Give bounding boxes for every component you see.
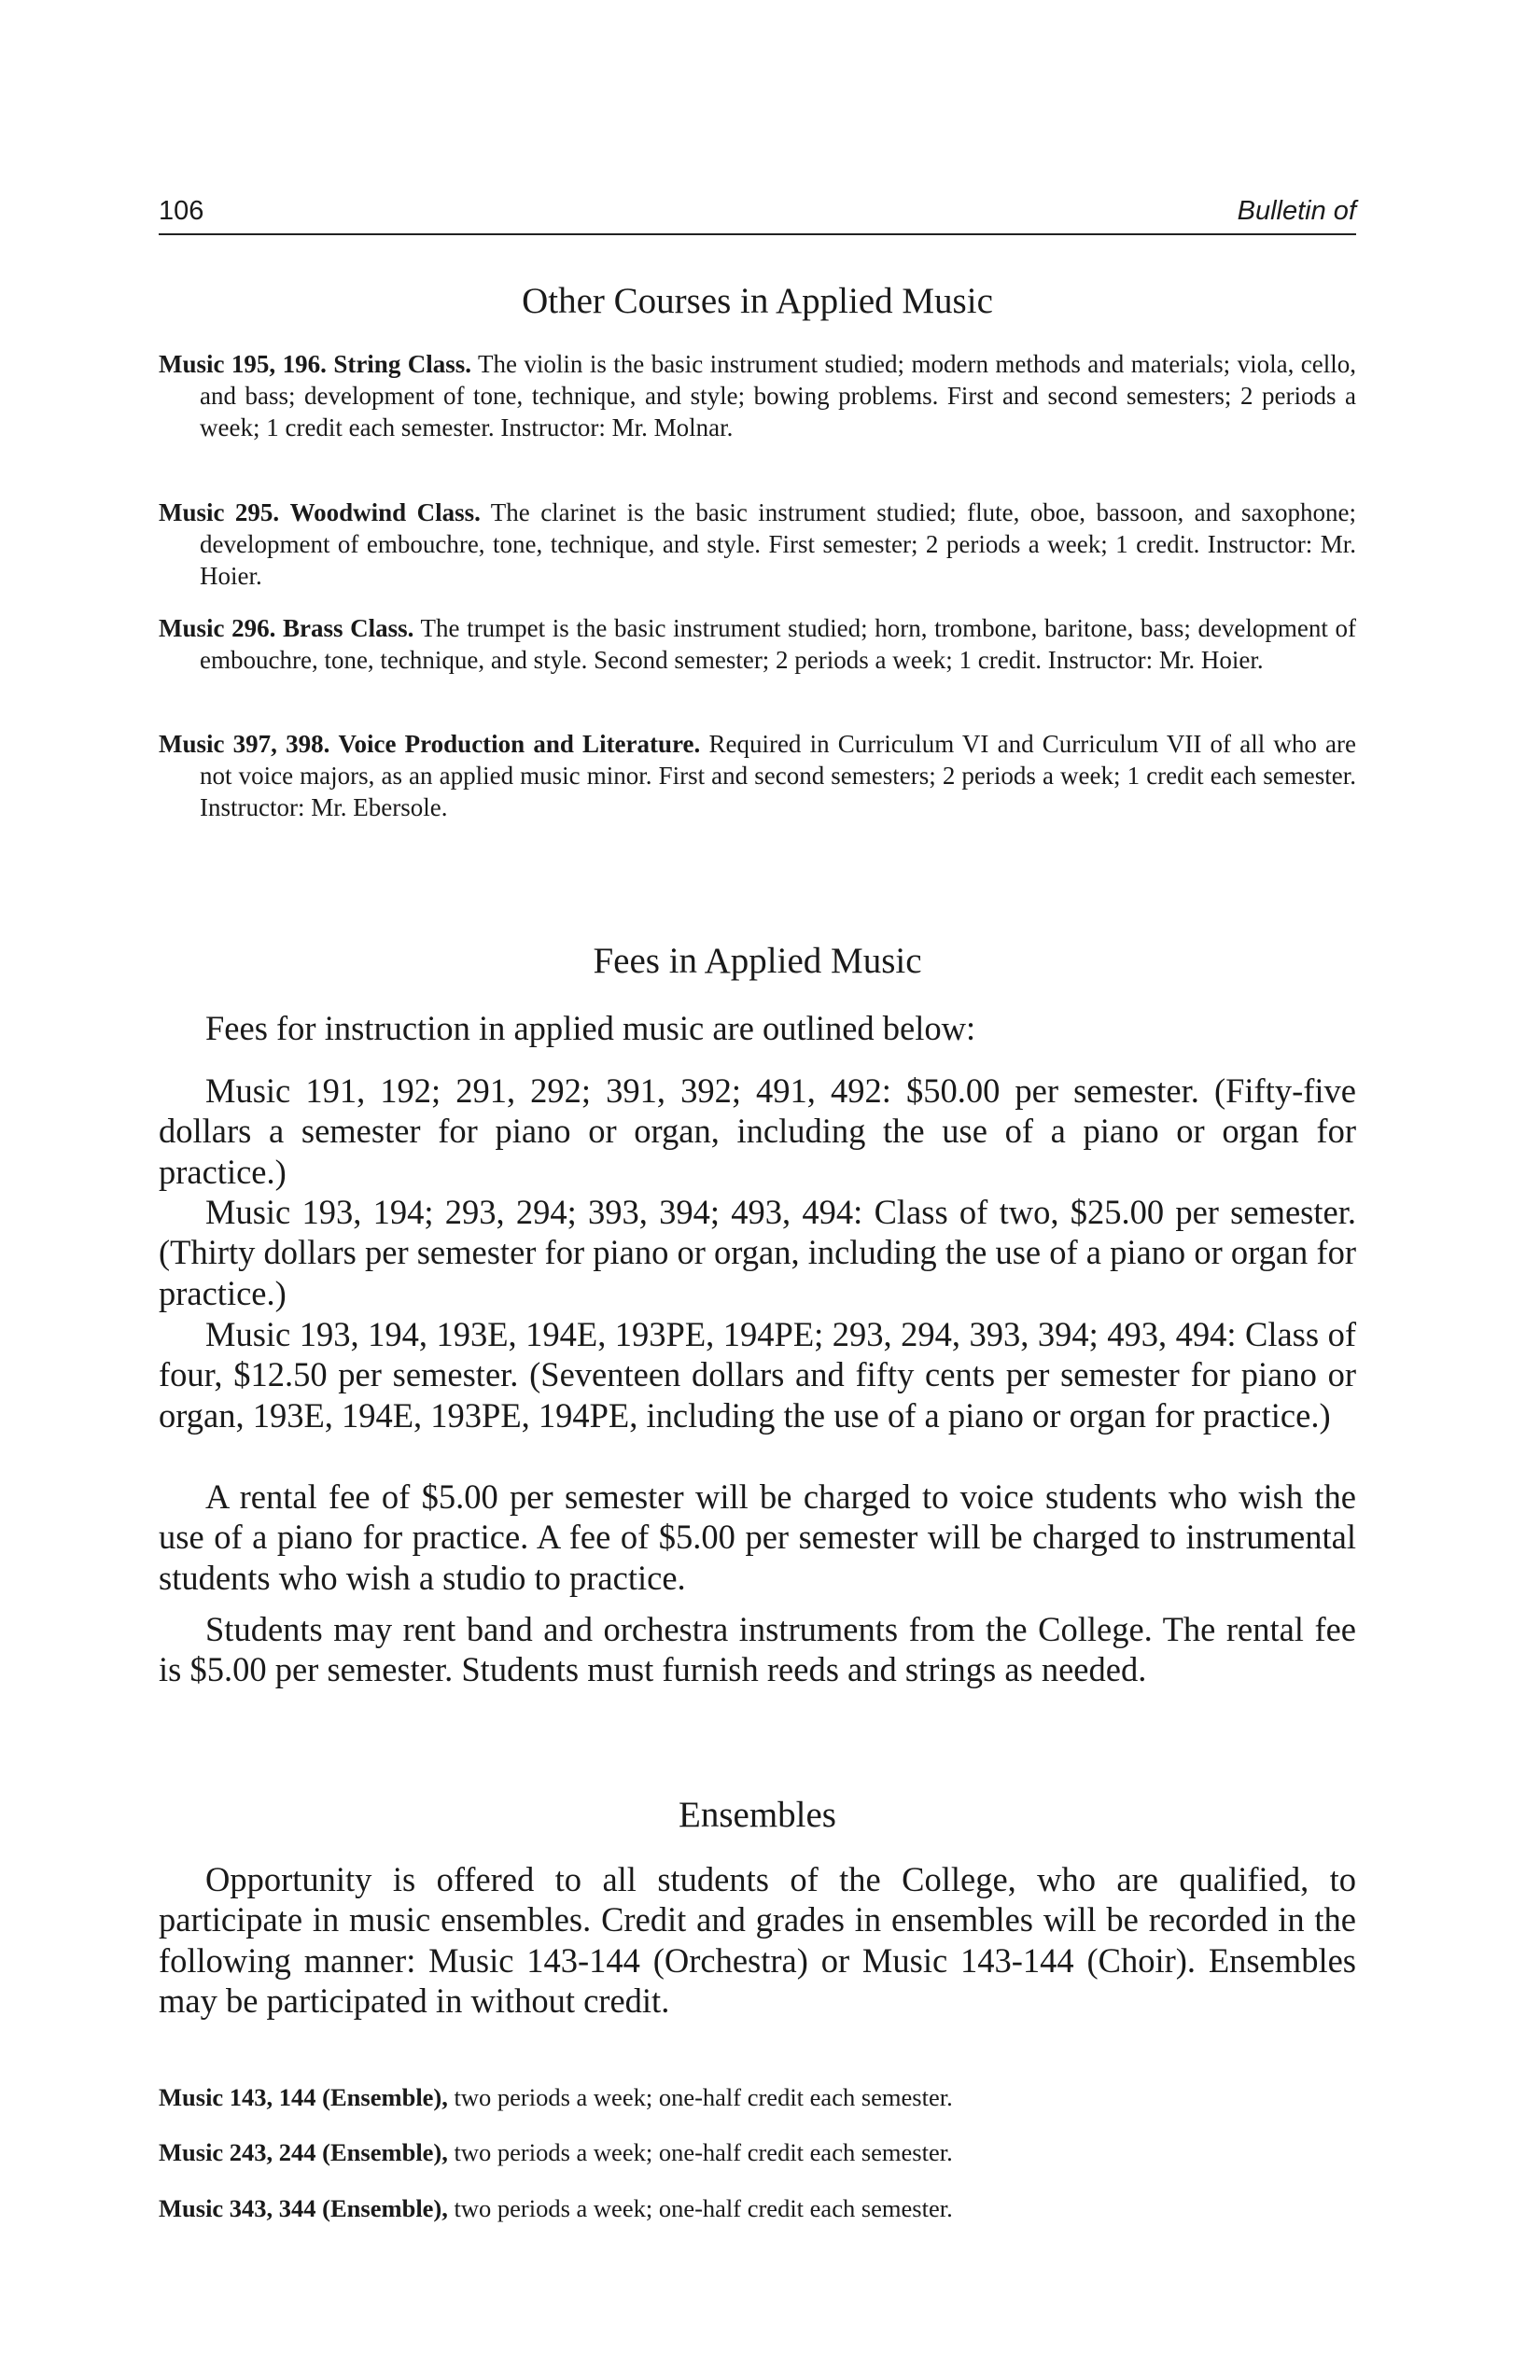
course-entry-brass-class [159, 612, 1356, 676]
course-number: Music 195, 196. [159, 350, 327, 378]
course-name: String Class. [333, 350, 472, 378]
section-title-fees: Fees in Applied Music [593, 941, 922, 981]
ensemble-entry [159, 2082, 1356, 2112]
fees-paragraph: Music 191, 192; 291, 292; 391, 392; 491, 492: $50.00 per semester. (Fifty-five dollars a semester for piano or organ, including the use of a piano or organ for practice.) [159, 1071, 1356, 1191]
course-entry-voice-production [159, 728, 1356, 823]
course-number: Music 296. [159, 614, 276, 642]
course-description: Required in Curriculum VI and Curriculum VII of all who are not voice majors, as an applied music minor. First and second semesters; 2 periods a week; 1 credit each semester. Instructor: Mr. Ebersole. [200, 730, 1356, 821]
ensemble-entry [159, 2137, 1356, 2167]
bulletin-page [159, 0, 1356, 2380]
page-header [159, 196, 1356, 235]
ensemble-course: Music 143, 144 (Ensemble), [159, 2083, 448, 2111]
course-description: The violin is the basic instrument studied; modern methods and materials; viola, cello, and bass; development of tone, technique, and style; bowing problems. First and second semesters; 2 periods a week; 1 credit each semester. Instructor: Mr. Molnar. [200, 350, 1357, 441]
course-description: The trumpet is the basic instrument studied; horn, trombone, baritone, bass; development of embouchre, tone, technique, and style. Second semester; 2 periods a week; 1 credit. Instructor: Mr. Hoier. [200, 614, 1357, 674]
fees-intro: Fees for instruction in applied music are outlined below: [205, 1009, 976, 1047]
fees-paragraph: Music 193, 194, 193E, 194E, 193PE, 194PE; 293, 294, 393, 394; 493, 494: Class of four, $12.50 per semester. (Seventeen dollars and fifty cents per semester for piano or organ, 193E, 194E, 193PE, 194PE, including the use of a piano or organ for practice.) [159, 1315, 1356, 1435]
section-title-ensembles: Ensembles [679, 1795, 836, 1835]
page-number: 106 [159, 196, 204, 226]
running-title: Bulletin of [1237, 196, 1356, 226]
ensemble-details: two periods a week; one-half credit each semester. [454, 2138, 953, 2166]
fees-paragraph: Students may rent band and orchestra instruments from the College. The rental fee is $5.00 per semester. Students must furnish reeds and strings as needed. [159, 1610, 1356, 1689]
ensemble-course: Music 243, 244 (Ensemble), [159, 2138, 448, 2166]
ensemble-entry [159, 2193, 1356, 2223]
ensemble-course: Music 343, 344 (Ensemble), [159, 2194, 448, 2222]
course-number: Music 295. [159, 498, 280, 526]
course-name: Brass Class. [283, 614, 414, 642]
course-name: Voice Production and Literature. [338, 730, 701, 758]
course-number: Music 397, 398. [159, 730, 330, 758]
ensemble-details: two periods a week; one-half credit each semester. [454, 2083, 953, 2111]
course-entry-string-class [159, 348, 1356, 443]
ensemble-details: two periods a week; one-half credit each semester. [454, 2194, 953, 2222]
fees-paragraph: A rental fee of $5.00 per semester will be charged to voice students who wish the use of a piano for practice. A fee of $5.00 per semester will be charged to instrumental students who wish a studio to practice. [159, 1477, 1356, 1597]
course-entry-woodwind-class [159, 497, 1356, 592]
course-name: Woodwind Class. [289, 498, 481, 526]
fees-paragraph: Music 193, 194; 293, 294; 393, 394; 493, 494: Class of two, $25.00 per semester. (Thirty dollars per semester for piano or organ, including the use of a piano or organ for practice.) [159, 1193, 1356, 1312]
ensembles-paragraph: Opportunity is offered to all students of the College, who are qualified, to participate in music ensembles. Credit and grades in ensembles will be recorded in the following manner: Music 143-144 (Orchestra) or Music 143-144 (Choir). Ensembles may be participated in without credit. [159, 1860, 1356, 2020]
course-description: The clarinet is the basic instrument studied; flute, oboe, bassoon, and saxophone; development of embouchre, tone, technique, and style. First semester; 2 periods a week; 1 credit. Instructor: Mr. Hoier. [200, 498, 1356, 590]
section-title-other-courses: Other Courses in Applied Music [522, 281, 993, 321]
